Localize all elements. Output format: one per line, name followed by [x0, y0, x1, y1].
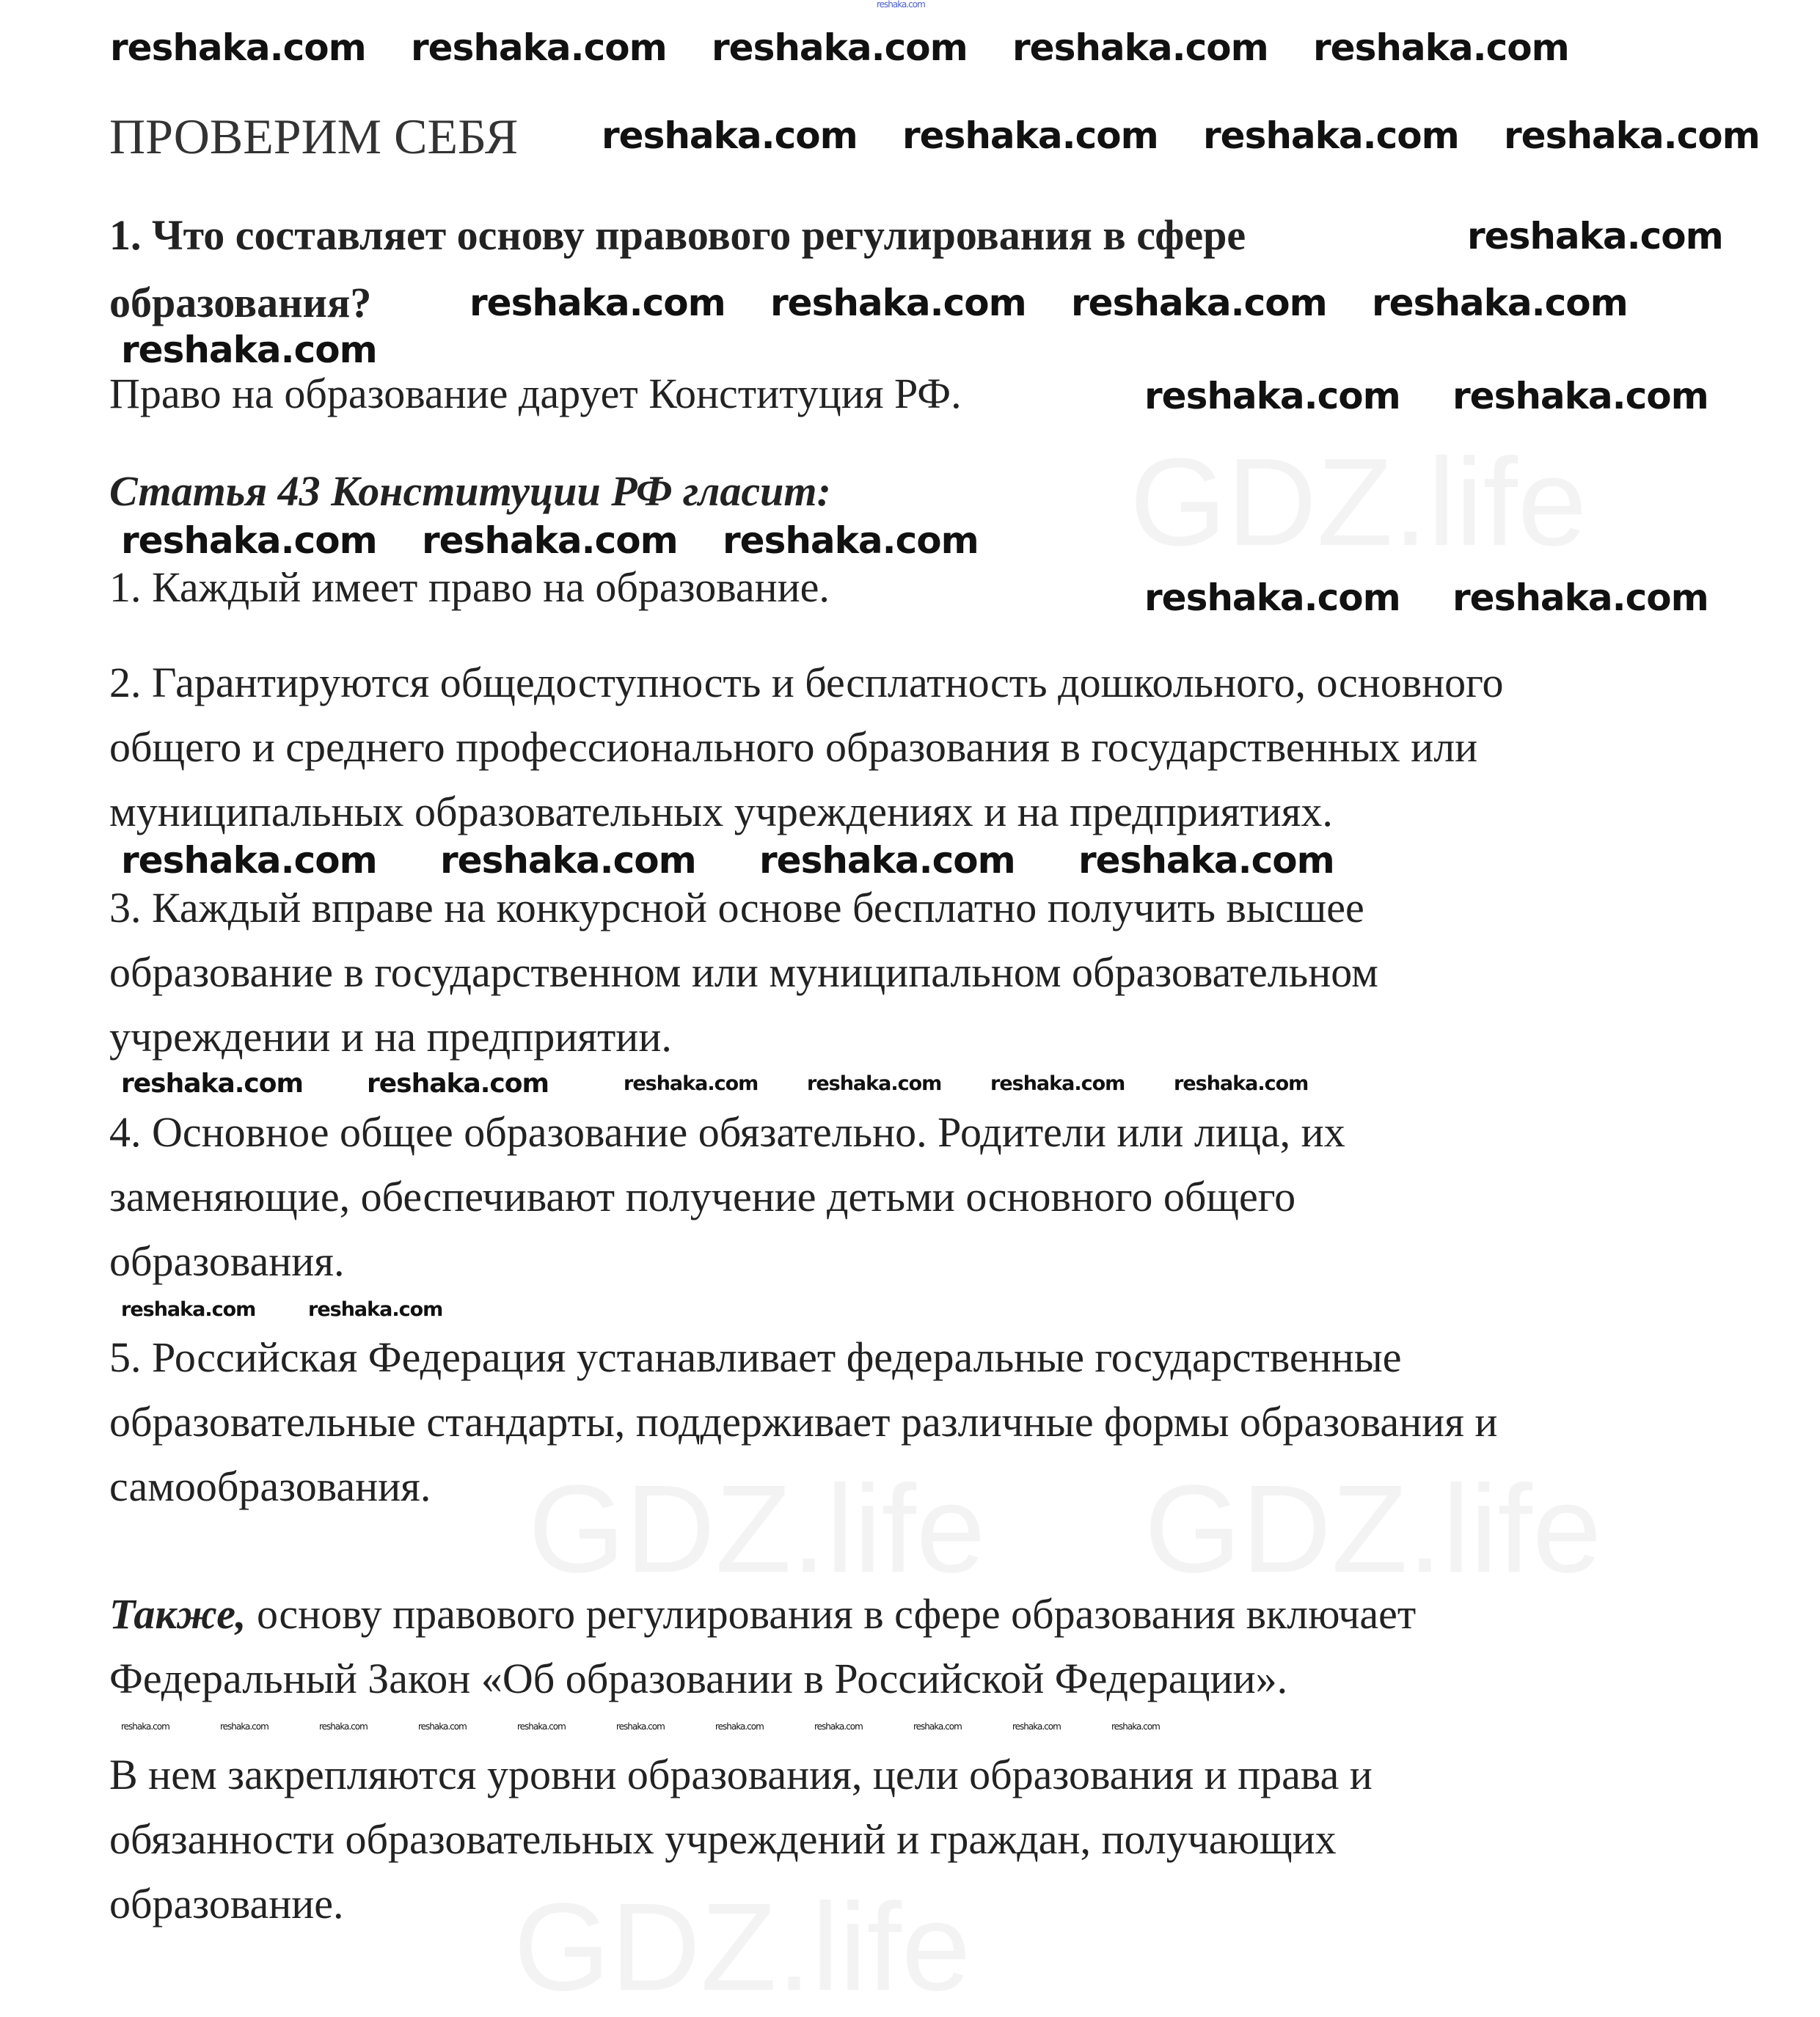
- reshaka-watermark: reshaka.com: [1111, 1721, 1160, 1732]
- article-item-line: 5. Российская Федерация устанавливает федеральные государственные: [109, 1333, 1402, 1381]
- reshaka-watermark: reshaka.com: [877, 0, 925, 10]
- reshaka-watermark: reshaka.com: [367, 1069, 549, 1099]
- reshaka-watermark: reshaka.com: [411, 26, 667, 69]
- reshaka-watermark: reshaka.com: [624, 1072, 759, 1095]
- also-line: Федеральный Закон «Об образовании в Российской Федерации».: [109, 1655, 1288, 1702]
- article-heading: Статья 43 Конституции РФ гласит:: [109, 467, 831, 515]
- reshaka-watermark: reshaka.com: [308, 1298, 443, 1321]
- reshaka-watermark: reshaka.com: [121, 1298, 256, 1321]
- reshaka-watermark: reshaka.com: [602, 114, 858, 157]
- reshaka-watermark: reshaka.com: [121, 519, 377, 562]
- closing-line: образование.: [109, 1880, 344, 1928]
- reshaka-watermark: reshaka.com: [1078, 839, 1334, 882]
- reshaka-watermark: reshaka.com: [1012, 26, 1268, 69]
- reshaka-watermark: reshaka.com: [1504, 114, 1760, 157]
- question-line: 1. Что составляет основу правового регулирования в сфере: [109, 211, 1246, 259]
- reshaka-watermark: reshaka.com: [121, 1069, 304, 1099]
- reshaka-watermark: reshaka.com: [121, 329, 377, 371]
- reshaka-watermark: reshaka.com: [1144, 576, 1400, 619]
- reshaka-watermark: reshaka.com: [759, 839, 1015, 882]
- reshaka-watermark: reshaka.com: [1174, 1072, 1309, 1095]
- reshaka-watermark: reshaka.com: [418, 1721, 467, 1732]
- reshaka-watermark: reshaka.com: [1071, 282, 1327, 324]
- gdz-watermark: GDZ.life: [1130, 433, 1587, 572]
- reshaka-watermark: reshaka.com: [902, 114, 1158, 157]
- reshaka-watermark: reshaka.com: [715, 1721, 764, 1732]
- reshaka-watermark: reshaka.com: [1467, 215, 1723, 257]
- reshaka-watermark: reshaka.com: [712, 26, 968, 69]
- gdz-watermark: GDZ.life: [528, 1460, 986, 1599]
- article-item-line: 1. Каждый имеет право на образование.: [109, 563, 830, 611]
- article-item-line: муниципальных образовательных учреждениях и на предприятиях.: [109, 788, 1333, 835]
- reshaka-watermark: reshaka.com: [990, 1072, 1125, 1095]
- page-title: ПРОВЕРИМ СЕБЯ: [109, 109, 519, 164]
- question-line: образования?: [109, 279, 372, 326]
- reshaka-watermark: reshaka.com: [110, 26, 366, 69]
- reshaka-watermark: reshaka.com: [1372, 282, 1628, 324]
- reshaka-watermark: reshaka.com: [422, 519, 678, 562]
- reshaka-watermark: reshaka.com: [121, 1721, 169, 1732]
- article-item-line: общего и среднего профессионального образования в государственных или: [109, 723, 1478, 771]
- reshaka-watermark: reshaka.com: [913, 1721, 962, 1732]
- article-item-line: образование в государственном или муниципальном образовательном: [109, 948, 1378, 996]
- also-line: [109, 1590, 1417, 1638]
- reshaka-watermark: reshaka.com: [121, 839, 377, 882]
- reshaka-watermark: reshaka.com: [1452, 576, 1708, 619]
- article-item-line: 3. Каждый вправе на конкурсной основе бесплатно получить высшее: [109, 884, 1364, 931]
- reshaka-watermark: reshaka.com: [616, 1721, 665, 1732]
- article-item-line: образовательные стандарты, поддерживает различные формы образования и: [109, 1398, 1498, 1446]
- reshaka-watermark: reshaka.com: [807, 1072, 942, 1095]
- also-rest: основу правового регулирования в сфере образования включает: [246, 1590, 1417, 1638]
- reshaka-watermark: reshaka.com: [469, 282, 726, 324]
- reshaka-watermark: reshaka.com: [1012, 1721, 1061, 1732]
- reshaka-watermark: reshaka.com: [723, 519, 979, 562]
- reshaka-watermark: reshaka.com: [1313, 26, 1569, 69]
- closing-line: обязанности образовательных учреждений и граждан, получающих: [109, 1815, 1337, 1863]
- article-item-line: заменяющие, обеспечивают получение детьми основного общего: [109, 1173, 1296, 1220]
- article-item-line: самообразования.: [109, 1463, 431, 1510]
- reshaka-watermark: reshaka.com: [517, 1721, 566, 1732]
- reshaka-watermark: reshaka.com: [770, 282, 1026, 324]
- article-item-line: учреждении и на предприятии.: [109, 1013, 672, 1061]
- also-lead: Также,: [109, 1590, 246, 1638]
- reshaka-watermark: reshaka.com: [319, 1721, 368, 1732]
- reshaka-watermark: reshaka.com: [1144, 375, 1400, 417]
- answer-intro: Право на образование дарует Конституция РФ.: [109, 370, 962, 417]
- reshaka-watermark: reshaka.com: [440, 839, 696, 882]
- article-item-line: 4. Основное общее образование обязательно. Родители или лица, их: [109, 1108, 1345, 1156]
- reshaka-watermark: reshaka.com: [1452, 375, 1708, 417]
- closing-line: В нем закрепляются уровни образования, цели образования и права и: [109, 1751, 1373, 1798]
- reshaka-watermark: reshaka.com: [1203, 114, 1459, 157]
- gdz-watermark: GDZ.life: [514, 1878, 971, 2017]
- article-item-line: 2. Гарантируются общедоступность и бесплатность дошкольного, основного: [109, 659, 1504, 706]
- article-item-line: образования.: [109, 1237, 345, 1285]
- reshaka-watermark: reshaka.com: [814, 1721, 863, 1732]
- gdz-watermark: GDZ.life: [1144, 1460, 1602, 1599]
- reshaka-watermark: reshaka.com: [220, 1721, 268, 1732]
